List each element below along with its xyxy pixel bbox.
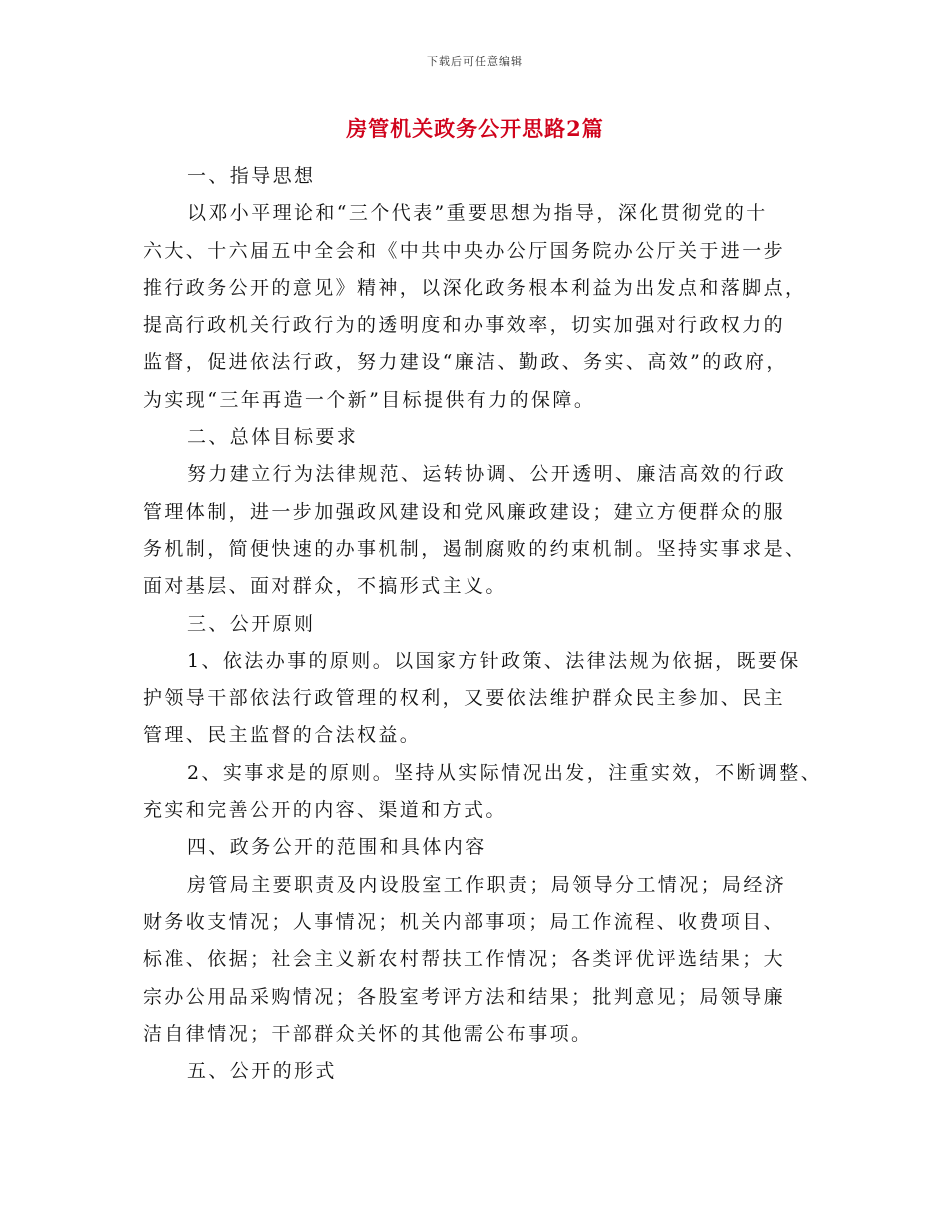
paragraph-start-line: 1、依法办事的原则。以国家方针政策、法律法规为依据，既要保	[187, 649, 801, 672]
paragraph-line: 提高行政机关行政行为的透明度和办事效率，切实加强对行政权力的	[143, 314, 786, 337]
paragraph-start-line: 五、公开的形式	[187, 1060, 337, 1083]
paragraph-line: 标准、依据；社会主义新农村帮扶工作情况；各类评优评选结果；大	[143, 948, 786, 971]
paragraph-line: 为实现“三年再造一个新”目标提供有力的保障。	[143, 388, 596, 411]
paragraph-line: 管理体制，进一步加强政风建设和党风廉政建设；建立方便群众的服	[143, 500, 786, 523]
paragraph-start-line: 努力建立行为法律规范、运转协调、公开透明、廉洁高效的行政	[187, 463, 787, 486]
paragraph-line: 洁自律情况；干部群众关怀的其他需公布事项。	[143, 1022, 593, 1045]
paragraph-line: 充实和完善公开的内容、渠道和方式。	[143, 799, 507, 822]
paragraph-line: 面对基层、面对群众，不搞形式主义。	[143, 575, 507, 598]
paragraph-start-line: 四、政务公开的范围和具体内容	[187, 836, 487, 859]
paragraph-line: 推行政务公开的意见》精神，以深化政务根本利益为出发点和落脚点，	[143, 276, 807, 299]
paragraph-line: 务机制，简便快速的办事机制，遏制腐败的约束机制。坚持实事求是、	[143, 537, 807, 560]
paragraph-line: 监督，促进依法行政，努力建设“廉洁、勤政、务实、高效”的政府，	[143, 351, 788, 374]
paragraph-start-line: 2、实事求是的原则。坚持从实际情况出发，注重实效，不断调整、	[187, 761, 823, 784]
paragraph-line: 财务收支情况；人事情况；机关内部事项；局工作流程、收费项目、	[143, 910, 786, 933]
paragraph-start-line: 房管局主要职责及内设股室工作职责；局领导分工情况；局经济	[187, 873, 787, 896]
paragraph-line: 宗办公用品采购情况；各股室考评方法和结果；批判意见；局领导廉	[143, 985, 786, 1008]
header-note: 下载后可任意编辑	[427, 55, 523, 68]
document-title: 房管机关政务公开思路2篇	[346, 116, 604, 141]
paragraph-start-line: 一、指导思想	[187, 165, 316, 187]
paragraph-start-line: 二、总体目标要求	[187, 426, 359, 449]
document-body	[143, 158, 823, 1090]
paragraph-start-line: 以邓小平理论和“三个代表”重要思想为指导，深化贯彻党的十	[187, 202, 768, 225]
paragraph-start-line: 三、公开原则	[187, 612, 316, 635]
paragraph-line: 六大、十六届五中全会和《中共中央办公厅国务院办公厅关于进一步	[143, 239, 786, 262]
paragraph-line: 护领导干部依法行政管理的权利，又要依法维护群众民主参加、民主	[143, 687, 786, 710]
paragraph-line: 管理、民主监督的合法权益。	[143, 724, 422, 747]
